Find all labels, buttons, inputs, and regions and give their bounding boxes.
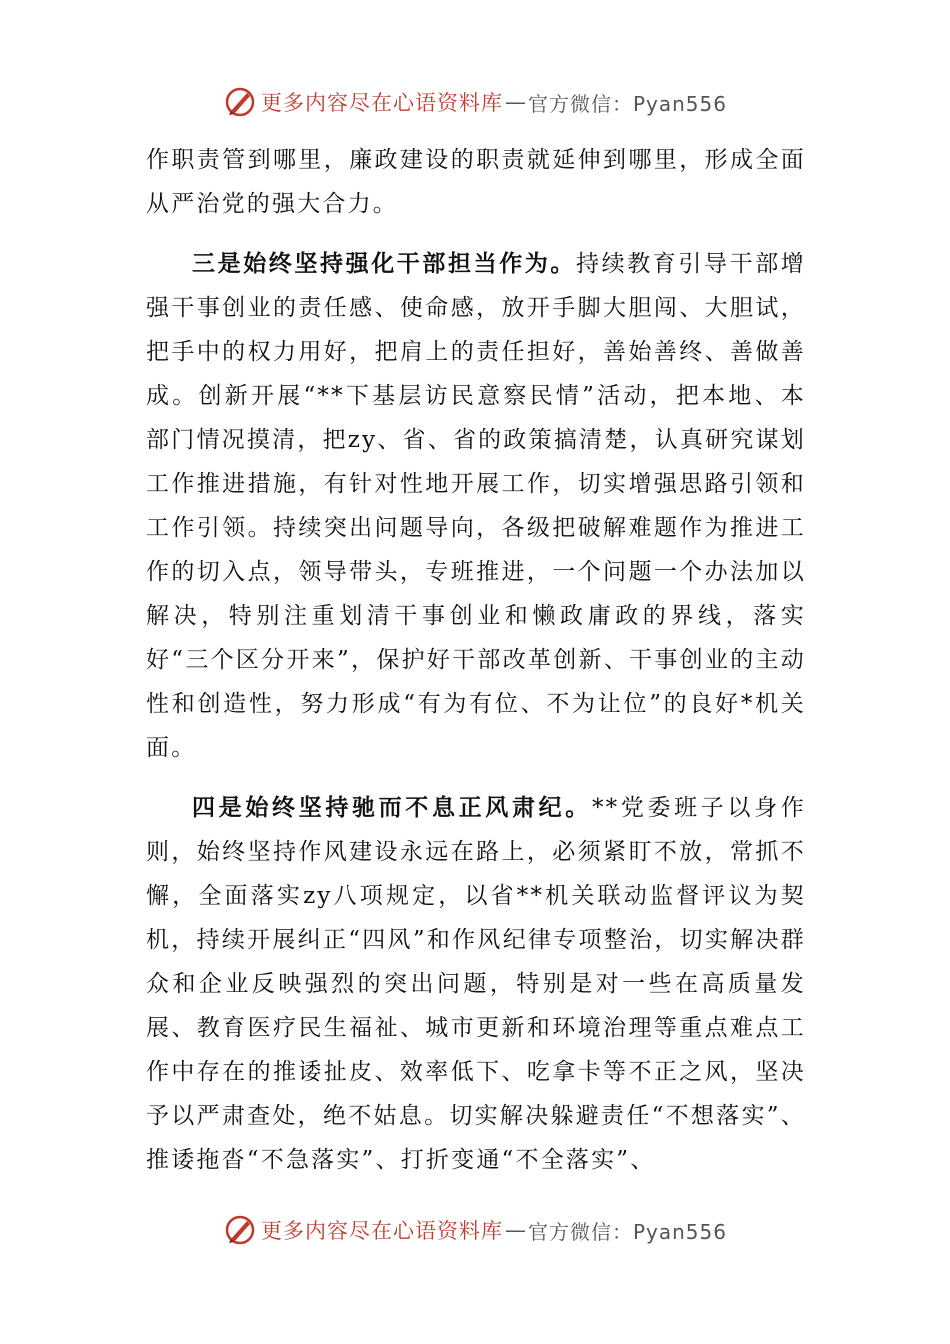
document-body [146, 138, 806, 1182]
paragraph-3-text: **党委班子以身作则，始终坚持作风建设永远在路上，必须紧盯不放，常抓不懈，全面落实zy八项规定，以省**机关联动监督评议为契机，持续开展纠正“四风”和作风纪律专项整治，切实解决群众和企业反映强烈的突出问题，特别是对一些在高质量发展、教育医疗民生福祉、城市更新和环境治理等重点难点工作中存在的推诿扯皮、效率低下、吃拿卡等不正之风，坚决予以严肃查处，绝不姑息。切实解决躲避责任“不想落实”、推诿拖沓“不急落实”、打折变通“不全落实”、 [146, 795, 806, 1173]
paragraph-2 [146, 242, 806, 770]
banner-contact: 官方微信：Pyan556 [527, 91, 727, 116]
paragraph-2-lead: 三是始终坚持强化干部担当作为。 [192, 251, 576, 277]
pen-logo-icon [223, 1213, 257, 1247]
paragraph-2-text: 持续教育引导干部增强干事创业的责任感、使命感，放开手脚大胆闯、大胆试，把手中的权力用好，把肩上的责任担好，善始善终、善做善成。创新开展“**下基层访民意察民情”活动，把本地、本部门情况摸清，把zy、省、省的政策搞清楚，认真研究谋划工作推进措施，有针对性地开展工作，切实增强思路引领和工作引领。持续突出问题导向，各级把破解难题作为推进工作的切入点，领导带头，专班推进，一个问题一个办法加以解决，特别注重划清干事创业和懒政庸政的界线，落实好“三个区分开来”，保护好干部改革创新、干事创业的主动性和创造性，努力形成“有为有位、不为让位”的良好*机关面。 [146, 251, 806, 761]
paragraph-1-text: 作职责管到哪里，廉政建设的职责就延伸到哪里，形成全面从严治党的强大合力。 [146, 147, 806, 217]
footer-banner [0, 1212, 950, 1248]
paragraph-3 [146, 786, 806, 1182]
banner-dash: — [504, 90, 526, 114]
header-banner [0, 84, 950, 120]
paragraph-1 [146, 138, 806, 226]
banner-contact: 官方微信：Pyan556 [527, 1219, 727, 1244]
banner-dash: — [504, 1218, 526, 1242]
banner-brand: 更多内容尽在心语资料库 [260, 91, 503, 115]
paragraph-3-lead: 四是始终坚持驰而不息正风肃纪。 [192, 795, 592, 821]
banner-brand: 更多内容尽在心语资料库 [260, 1219, 503, 1243]
pen-logo-icon [223, 85, 257, 119]
